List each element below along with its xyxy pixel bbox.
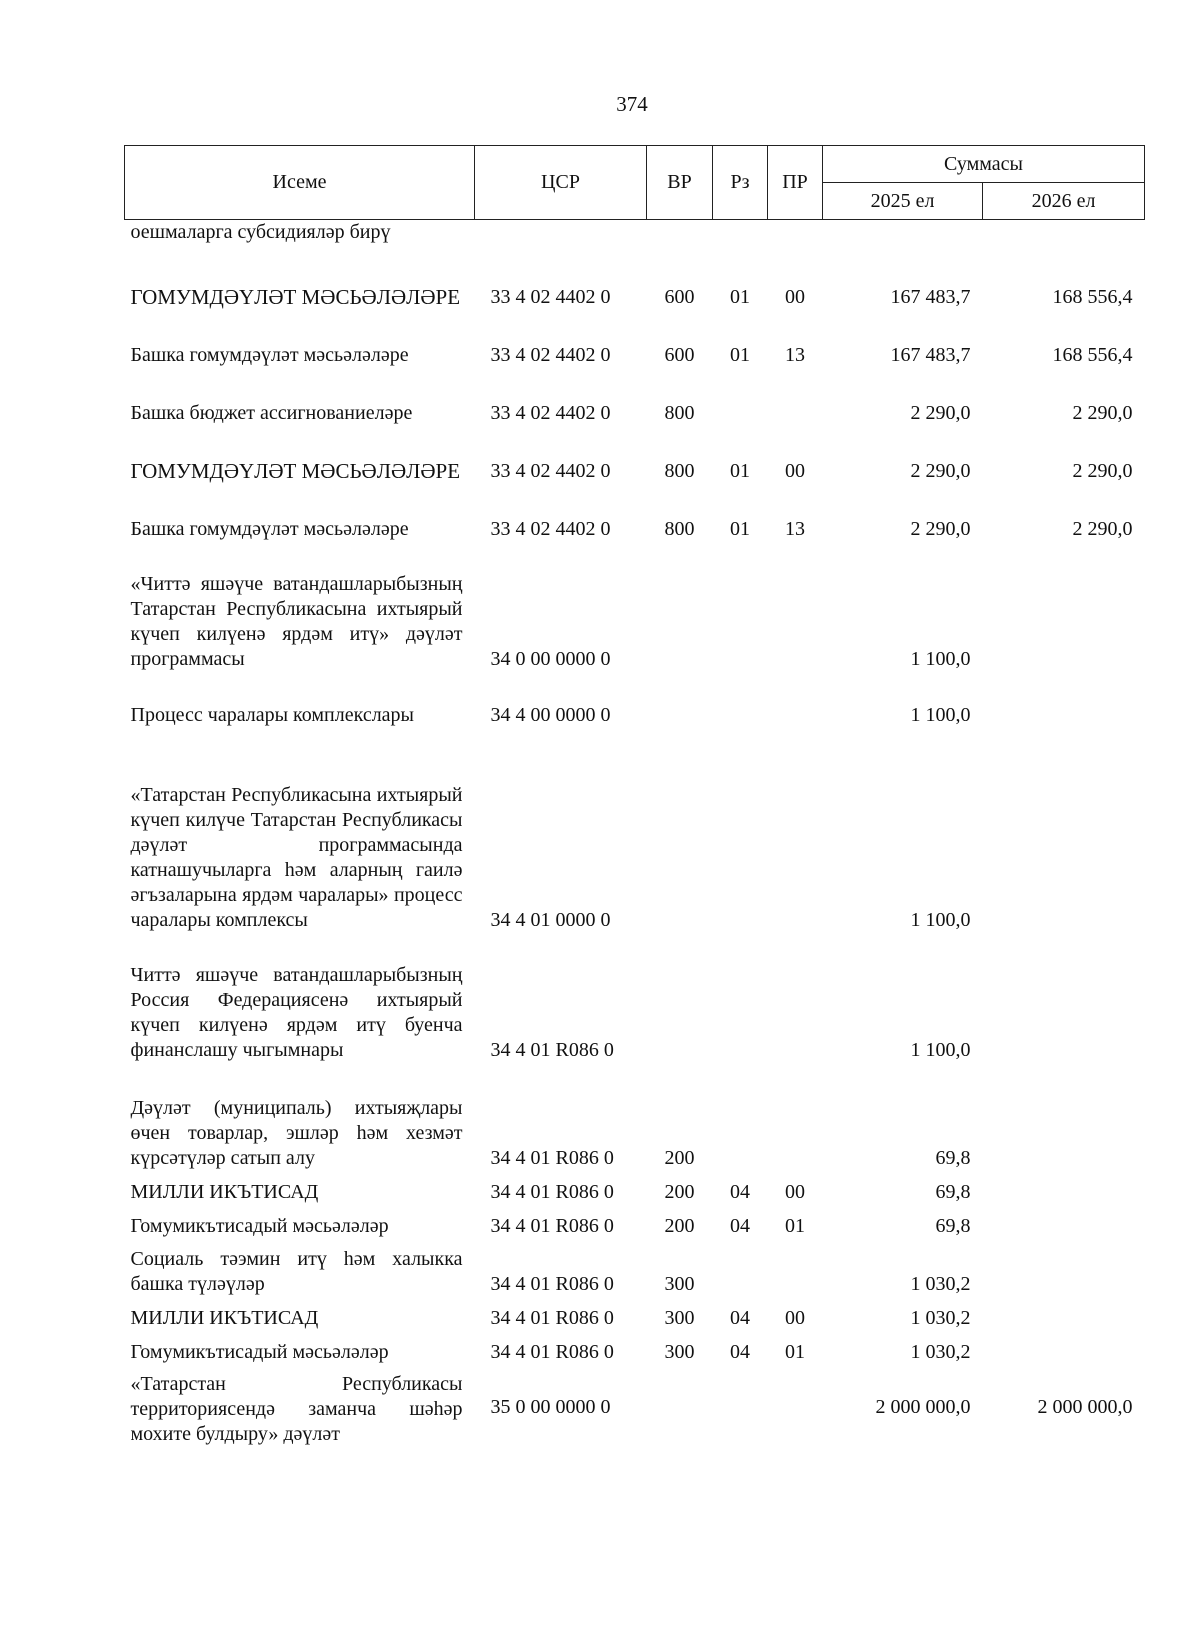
row-sum-2025: 69,8	[935, 1146, 971, 1169]
row-sum-2026	[983, 1175, 1145, 1209]
row-sum-2026: 2 290,0	[1072, 459, 1133, 482]
row-rz: 01	[730, 517, 750, 540]
header-rz: Рз	[713, 146, 768, 220]
row-csr: 34 4 01 R086 0	[490, 1038, 614, 1061]
row-sum-2025: 2 290,0	[910, 517, 971, 540]
row-rz: 04	[730, 1180, 750, 1203]
row-csr: 34 4 01 R086 0	[490, 1340, 614, 1363]
row-rz: 01	[730, 343, 750, 366]
row-sum-2026	[983, 1209, 1145, 1243]
table-row	[125, 1209, 1145, 1243]
row-sum-2026	[983, 1243, 1145, 1301]
table-row	[125, 314, 1145, 372]
row-sum-2026	[983, 937, 1145, 1067]
table-row	[125, 937, 1145, 1067]
table-row	[125, 372, 1145, 430]
row-sum-2025: 167 483,7	[890, 343, 971, 366]
row-sum-2026	[983, 546, 1145, 676]
row-rz	[713, 1067, 768, 1175]
table-row	[125, 732, 1145, 937]
row-csr: 33 4 02 4402 0	[490, 517, 611, 540]
row-sum-2026	[983, 676, 1145, 732]
header-name: Исеме	[125, 146, 475, 220]
row-csr: 34 4 01 R086 0	[490, 1146, 614, 1169]
row-vr	[647, 937, 713, 1067]
row-vr: 600	[664, 343, 695, 366]
row-pr	[768, 546, 823, 676]
page-number: 374	[616, 92, 648, 116]
row-vr: 300	[664, 1272, 695, 1295]
row-sum-2025: 2 290,0	[910, 459, 971, 482]
table-row	[125, 252, 1145, 314]
row-csr: 35 0 00 0000 0	[490, 1396, 611, 1418]
header-pr: ПР	[768, 146, 823, 220]
row-csr: 33 4 02 4402 0	[490, 401, 611, 424]
row-name: ГОМУМДӘҮЛӘТ МӘСЬӘЛӘЛӘРЕ	[130, 458, 461, 483]
row-pr	[768, 1369, 823, 1451]
row-name: Башка гомумдәүләт мәсьәләләре	[130, 343, 409, 366]
row-rz	[713, 220, 768, 252]
row-name: Дәүләт (муниципаль) ихтыяҗлары өчен товарлар, эшләр һәм хезмәт күрсәтүләр сатып алу	[130, 1096, 463, 1169]
row-sum-2026	[983, 1335, 1145, 1369]
row-pr	[768, 372, 823, 430]
row-csr: 33 4 02 4402 0	[490, 459, 611, 482]
row-pr: 00	[785, 1306, 805, 1329]
row-pr	[768, 1243, 823, 1301]
row-csr: 34 4 01 R086 0	[490, 1180, 614, 1203]
table-row	[125, 1175, 1145, 1209]
table-row	[125, 1369, 1145, 1451]
row-vr	[647, 1369, 713, 1451]
row-rz: 01	[730, 459, 750, 482]
row-csr: 33 4 02 4402 0	[490, 285, 611, 308]
header-sums: Суммасы	[823, 146, 1145, 183]
row-rz: 04	[730, 1214, 750, 1237]
row-pr	[768, 732, 823, 937]
row-rz	[713, 937, 768, 1067]
row-sum-2025: 69,8	[935, 1180, 971, 1203]
row-name: ГОМУМДӘҮЛӘТ МӘСЬӘЛӘЛӘРЕ	[130, 284, 461, 309]
row-sum-2026: 2 000 000,0	[1037, 1396, 1133, 1418]
row-csr: 34 4 01 R086 0	[490, 1272, 614, 1295]
row-name: Башка гомумдәүләт мәсьәләләре	[130, 517, 409, 540]
table-row	[125, 676, 1145, 732]
row-name: Социаль тәэмин итү һәм халыкка башка түләүләр	[130, 1247, 463, 1295]
row-vr	[647, 546, 713, 676]
header-vr: ВР	[647, 146, 713, 220]
row-vr: 300	[664, 1340, 695, 1363]
row-sum-2026	[983, 1067, 1145, 1175]
row-rz: 04	[730, 1340, 750, 1363]
header-year-2026: 2026 ел	[983, 183, 1145, 220]
row-vr: 600	[664, 285, 695, 308]
row-vr	[647, 220, 713, 252]
row-sum-2025: 69,8	[935, 1214, 971, 1237]
row-vr	[647, 676, 713, 732]
row-sum-2026: 2 290,0	[1072, 517, 1133, 540]
table-row	[125, 488, 1145, 546]
row-name: МИЛЛИ ИКЪТИСАД	[130, 1306, 319, 1329]
row-sum-2025: 2 290,0	[910, 401, 971, 424]
row-vr: 200	[664, 1180, 695, 1203]
row-sum-2026	[983, 1301, 1145, 1335]
row-rz	[713, 732, 768, 937]
row-sum-2025: 167 483,7	[890, 285, 971, 308]
row-rz	[713, 1243, 768, 1301]
row-name: «Читтә яшәүче ватандашларыбызның Татарстан Республикасына ихтыярый күчеп килүенә ярдәм итү» дәүләт программасы	[130, 572, 463, 670]
row-sum-2025: 1 100,0	[910, 1038, 971, 1061]
row-vr: 200	[664, 1214, 695, 1237]
row-pr	[768, 676, 823, 732]
row-sum-2025: 1 030,2	[910, 1306, 971, 1329]
table-row	[125, 430, 1145, 488]
row-pr	[768, 1067, 823, 1175]
header-csr: ЦСР	[475, 146, 647, 220]
row-pr	[768, 220, 823, 252]
table-row	[125, 220, 1145, 252]
row-rz: 01	[730, 285, 750, 308]
row-csr: 34 4 01 R086 0	[490, 1214, 614, 1237]
row-sum-2025: 1 100,0	[910, 908, 971, 931]
table-body	[125, 220, 1145, 1451]
row-csr: 34 4 01 R086 0	[490, 1306, 614, 1329]
row-vr	[647, 732, 713, 937]
row-sum-2025: 1 100,0	[910, 703, 971, 726]
row-name: «Татарстан Республикасы территориясендә заманча шәһәр мохите булдыру» дәүләт	[130, 1372, 463, 1445]
row-csr: 34 4 00 0000 0	[490, 703, 611, 726]
row-csr: 34 0 00 0000 0	[490, 647, 611, 670]
row-pr: 01	[785, 1214, 805, 1237]
row-rz	[713, 372, 768, 430]
row-name: Процесс чаралары комплекслары	[130, 703, 414, 726]
row-vr: 300	[664, 1306, 695, 1329]
row-vr: 200	[664, 1146, 695, 1169]
row-name: Читтә яшәүче ватандашларыбызның Россия Федерациясенә ихтыярый күчеп килүенә ярдәм итү буенча финанслашу чыгымнары	[130, 963, 463, 1061]
row-pr: 00	[785, 1180, 805, 1203]
table-row	[125, 546, 1145, 676]
row-name: Гомумикътисадый мәсьәләләр	[130, 1214, 389, 1237]
row-rz	[713, 1369, 768, 1451]
row-pr: 00	[785, 459, 805, 482]
table-row	[125, 1067, 1145, 1175]
row-pr: 01	[785, 1340, 805, 1363]
row-pr: 13	[785, 343, 805, 366]
row-sum-2025: 2 000 000,0	[875, 1396, 971, 1418]
row-vr: 800	[664, 517, 695, 540]
table-row	[125, 1335, 1145, 1369]
table-header	[125, 146, 1145, 220]
row-sum-2025	[823, 220, 983, 252]
row-name: «Татарстан Республикасына ихтыярый күчеп килүче Татарстан Республикасы дәүләт программасында катнашучыларга һәм аларның гаилә әгъзаларына ярдәм чаралары» процесс чаралары комплексы	[130, 783, 463, 931]
row-sum-2026	[983, 732, 1145, 937]
row-sum-2026: 2 290,0	[1072, 401, 1133, 424]
row-pr	[768, 937, 823, 1067]
row-sum-2025: 1 100,0	[910, 647, 971, 670]
row-pr: 13	[785, 517, 805, 540]
row-csr	[475, 220, 647, 252]
row-csr: 34 4 01 0000 0	[490, 908, 611, 931]
row-name: оешмаларга субсидияләр бирү	[130, 221, 391, 243]
table-row	[125, 1301, 1145, 1335]
row-vr: 800	[664, 459, 695, 482]
row-sum-2026	[983, 220, 1145, 252]
row-sum-2026: 168 556,4	[1052, 285, 1133, 308]
row-rz: 04	[730, 1306, 750, 1329]
row-name: Башка бюджет ассигнованиеләре	[130, 401, 413, 424]
row-name: Гомумикътисадый мәсьәләләр	[130, 1340, 389, 1363]
row-rz	[713, 546, 768, 676]
budget-table	[124, 145, 1145, 1451]
row-sum-2025: 1 030,2	[910, 1340, 971, 1363]
row-rz	[713, 676, 768, 732]
row-pr: 00	[785, 285, 805, 308]
row-vr: 800	[664, 401, 695, 424]
row-sum-2026: 168 556,4	[1052, 343, 1133, 366]
row-csr: 33 4 02 4402 0	[490, 343, 611, 366]
row-sum-2025: 1 030,2	[910, 1272, 971, 1295]
header-year-2025: 2025 ел	[823, 183, 983, 220]
row-name: МИЛЛИ ИКЪТИСАД	[130, 1180, 319, 1203]
table-row	[125, 1243, 1145, 1301]
